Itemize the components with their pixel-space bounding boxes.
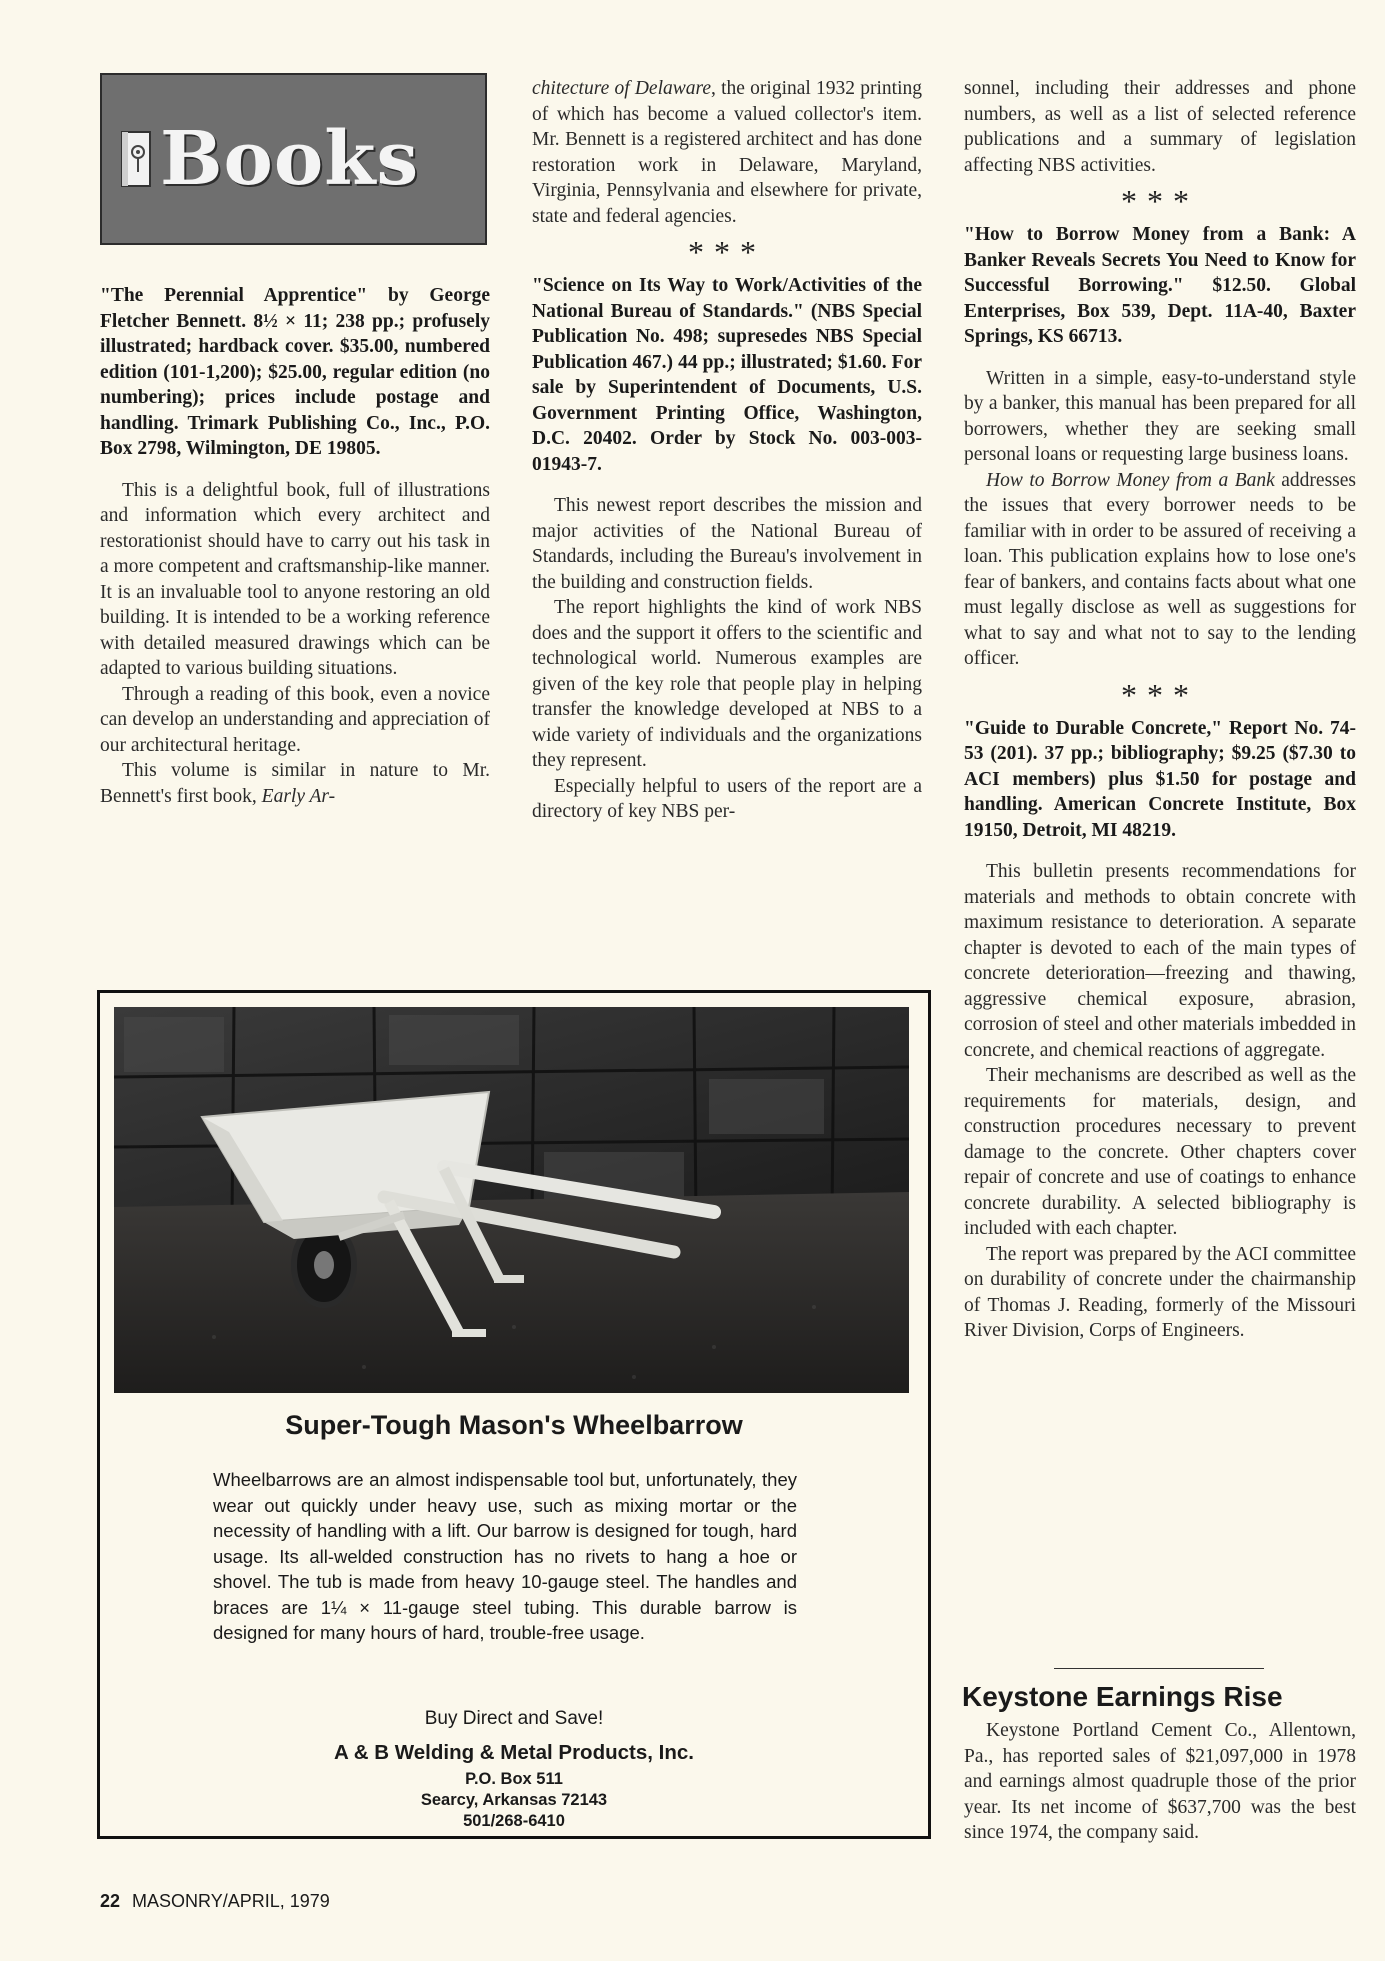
paragraph bbox=[100, 758, 490, 809]
italic-title: How to Borrow Money from a Bank bbox=[986, 469, 1275, 491]
ad-po-box: P.O. Box 511 bbox=[465, 1770, 563, 1788]
text-run: This volume is similar in nature to Mr. Bennett's first book, bbox=[100, 760, 490, 807]
column-2 bbox=[532, 76, 922, 825]
paragraph bbox=[532, 76, 922, 229]
page-footer bbox=[100, 1891, 330, 1912]
paragraph: Written in a simple, easy-to-understand style by a banker, this manual has been prepared for all borrowers, whether they are seeking small personal loans or requesting large business loans. bbox=[964, 367, 1356, 465]
ad-phone: 501/268-6410 bbox=[463, 1812, 565, 1830]
book-icon bbox=[118, 128, 154, 190]
paragraph: The report highlights the kind of work NBS does and the support it offers to the scientific and technological world. Numerous examples are given of the key role that people play in helping transfer the knowledge developed at NBS to a wide variety of individuals and the organizations they represent. bbox=[532, 597, 922, 771]
publication-issue: MASONRY/APRIL, 1979 bbox=[132, 1891, 330, 1911]
italic-title: chitecture of Delaware bbox=[532, 78, 712, 99]
paragraph: This bulletin presents recommendations for materials and methods to obtain concrete with maximum resistance to deterioration. A separate chapter is devoted to each of the main types of concrete deterioration—freezing and thawing, aggressive chemical exposure, abrasion, corrosion of steel and other materials imbedded in concrete, and chemical reactions of aggregate. bbox=[964, 861, 1356, 1061]
book-listing-borrow-money: "How to Borrow Money from a Bank: A Banker Reveals Secrets You Need to Know for Successful Borrowing." $12.50. Global Enterprises, Box 539, Dept. 11A-40, Baxter Springs, KS 66713. bbox=[964, 224, 1356, 347]
paragraph: Through a reading of this book, even a novice can develop an understanding and appreciation of our architectural heritage. bbox=[100, 683, 490, 756]
paragraph: The report was prepared by the ACI committee on durability of concrete under the chairmanship of Thomas J. Reading, formerly of the Missouri River Division, Corps of Engineers. bbox=[964, 1243, 1356, 1341]
ad-headline: Super-Tough Mason's Wheelbarrow bbox=[285, 1410, 743, 1440]
wheelbarrow-photo bbox=[114, 1007, 909, 1393]
ad-company-name: A & B Welding & Metal Products, Inc. bbox=[334, 1741, 694, 1764]
paragraph: Especially helpful to users of the report are a directory of key NBS per- bbox=[532, 775, 922, 822]
paragraph: This is a delightful book, full of illustrations and information which every architect and restorationist should have to carry out his task in a more competent and craftsmanship-like manner. It is an invaluable tool to anyone restoring an old building. It is intended to be a working reference with detailed measured drawings which can be adapted to various building situations. bbox=[100, 479, 490, 679]
section-separator: *** bbox=[1121, 676, 1199, 713]
paragraph: Keystone Portland Cement Co., Allentown, Pa., has reported sales of $21,097,000 in 1978 and earnings almost quadruple those of the prior year. Its net income of $637,700 was the best since 1974, the company said. bbox=[964, 1720, 1356, 1843]
wheelbarrow-illustration bbox=[114, 1007, 909, 1393]
paragraph: This newest report describes the mission and major activities of the National Bureau of Standards, including the Bureau's involvement in the building and construction fields. bbox=[532, 495, 922, 593]
section-divider bbox=[1054, 1668, 1264, 1669]
keystone-heading: Keystone Earnings Rise bbox=[962, 1681, 1283, 1712]
paragraph bbox=[964, 468, 1356, 672]
ad-city: Searcy, Arkansas 72143 bbox=[420, 1791, 608, 1809]
section-separator: *** bbox=[1121, 183, 1199, 219]
italic-title: Early Ar- bbox=[261, 785, 336, 807]
text-run: , the original 1932 printing of which has become a valued collector's item. Mr. Bennett is a registered architect and has done restoration work in Delaware, Maryland, Virginia, Pennsylvania and elsewhere for private, state and federal agencies. bbox=[532, 78, 922, 227]
column-1 bbox=[100, 283, 490, 809]
ad-description: Wheelbarrows are an almost indispensable tool but, unfortunately, they wear out quickly under heavy use, such as mixing mortar or the necessity of handling with a lift. Our barrow is designed for tough, hard usage. Its all-welded construction has no rivets to hang a hoe or shovel. The tub is made from heavy 10-gauge steel. The handles and braces are 1¼ × 11-gauge steel tubing. This durable barrow is designed for many hours of hard, trouble-free usage. bbox=[213, 1469, 797, 1643]
ad-call-to-action: Buy Direct and Save! bbox=[424, 1708, 604, 1729]
column-3 bbox=[964, 76, 1356, 1344]
page-number: 22 bbox=[100, 1891, 121, 1911]
paragraph: Their mechanisms are described as well as the requirements for materials, design, and construction procedures necessary to prevent damage to the concrete. Other chapters cover repair of concrete and use of coatings to enhance concrete durability. A selected bibliography is included with each chapter. bbox=[964, 1065, 1356, 1239]
paragraph: sonnel, including their addresses and phone numbers, as well as a list of selected reference publications and a summary of legislation affecting NBS activities. bbox=[964, 78, 1356, 176]
keystone-body bbox=[964, 1718, 1356, 1846]
books-banner bbox=[100, 73, 487, 245]
section-separator: *** bbox=[688, 234, 766, 270]
text-run: addresses the issues that every borrower needs to be familiar with in order to be assured of receiving a loan. This publication explains how to lose one's fear of bankers, and contains facts about what one must legally disclose as well as suggestions for what to say and what not to say to the lending officer. bbox=[964, 469, 1356, 669]
report-listing-nbs: "Science on Its Way to Work/Activities of the National Bureau of Standards." (NBS Special Publication No. 498; supresedes NBS Special Publication 467.) 44 pp.; illustrated; $1.60. For sale by Superintendent of Documents, U.S. Government Printing Office, Washington, D.C. 20402. Order by Stock No. 003-003-01943-7. bbox=[532, 275, 922, 475]
wheelbarrow-ad bbox=[97, 990, 931, 1839]
report-listing-durable-concrete: "Guide to Durable Concrete," Report No. 74-53 (201). 37 pp.; bibliography; $9.25 ($7.30 to ACI members) plus $1.50 for postage and handling. American Concrete Institute, Box 19150, Detroit, MI 48219. bbox=[964, 717, 1356, 841]
ad-address bbox=[100, 1769, 928, 1832]
banner-title: Books bbox=[160, 116, 420, 202]
book-listing-perennial-apprentice: "The Perennial Apprentice" by George Fletcher Bennett. 8½ × 11; 238 pp.; profusely illustrated; hardback cover. $35.00, numbered edition (101-1,200); $25.00, regular edition (no numbering); prices include postage and handling. Trimark Publishing Co., Inc., P.O. Box 2798, Wilmington, DE 19805. bbox=[100, 285, 490, 459]
